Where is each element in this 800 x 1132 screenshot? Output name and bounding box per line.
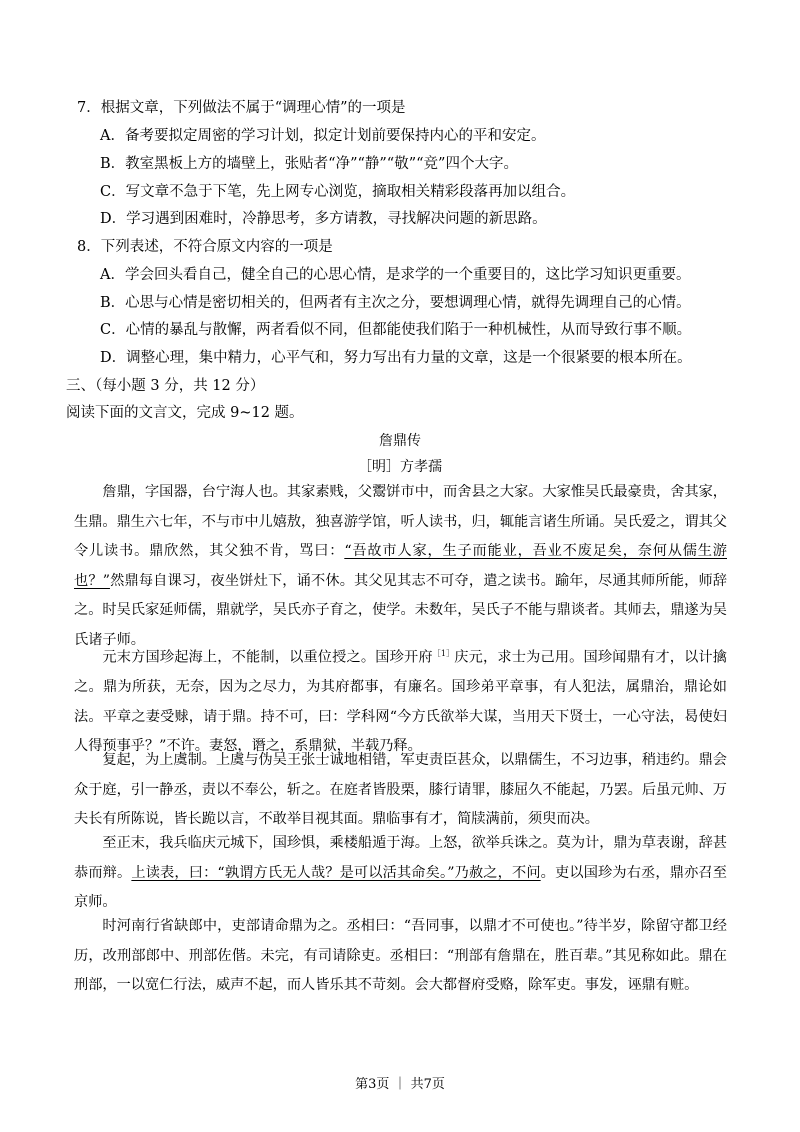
question-7-option-c: C．写文章不急于下笔，先上网专心浏览，摘取相关精彩段落再加以组合。 [100,184,576,200]
p4-text-a: 至正末，我兵临庆元城下，国珍惧，乘楼船遁于海。上怒，欲举兵诛之。莫为计，鼎为草表谢，辞甚恭而辩。 [74,835,727,881]
question-8-option-a: A．学会回头看自己，健全自己的心思心情，是求学的一个重要目的，这比学习知识更重要。 [100,267,691,283]
footnote-marker: ［1］ [432,649,455,658]
question-7-option-b: B．教室黑板上方的墙壁上，张贴者“净”“静”“敬”“竞”四个大字。 [100,156,518,172]
section-instruction: 阅读下面的文言文，完成 9~12 题。 [66,405,304,421]
essay-author: ［明］方孝孺 [358,459,442,475]
p2-text-b: 庆元，求士为己用。国珍闻鼎有才，以计擒之。鼎为所获，无奈，因为之尽力，为其府都事，有廉名。国珍弟平章事，有人犯法，属鼎治，鼎论如法。平章之妻受赇，请于鼎。持不可，曰：学科网“今方氏欲举大谋，当用天下贤士，一心守法，曷使妇人得预事乎？”不许。妻怒，谮之，系鼎狱，半载乃释。 [74,649,727,755]
p5-text: 时河南行省缺郎中，吏部请命鼎为之。丞相曰：“吾同事，以鼎才不可使也。”待半岁，除留守都卫经历，改刑部郎中、刑部佐偕。未完，有司请除吏。丞相曰：“刑部有詹鼎在，胜百辈。”其见称如此。鼎在刑部，一以宽仁行法，威声不起，而人皆乐其不苛刻。会大都督府受赂，除军吏。事发，诬鼎有赃。 [74,918,727,993]
question-8-option-b: B．心思与心情是密切相关的，但两者有主次之分，要想调理心情，就得先调理自己的心情。 [100,295,691,311]
p2-text-a: 元末方国珍起海上，不能制，以重位授之。国珍开府 [102,649,433,666]
question-7-option-a: A．备考要拟定周密的学习计划，拟定计划前要保持内心的平和安定。 [100,128,546,144]
section-heading: 三、（每小题 3 分，共 12 分） [66,378,265,394]
essay-paragraph-4 [74,829,727,918]
question-8-option-c: C．心情的暴乱与散懈，两者看似不同，但都能使我们陷于一种机械性，从而导致行事不顺。 [100,322,692,338]
essay-paragraph-3 [74,746,727,835]
essay-paragraph-1 [74,478,727,655]
question-7-option-d: D．学习遇到困难时，冷静思考，多方请教，寻找解决问题的新思路。 [100,211,547,227]
p1-underlined-quote: “吾故市人家，生子而能业，吾业不废足矣，奈何从儒生游也？” [74,543,727,589]
essay-paragraph-5 [74,912,727,1001]
p4-underlined-sentence: 上读表，曰：“孰谓方氏无人哉？是可以活其命矣。”乃赦之，不问 [131,864,541,881]
page-footer: 第3页 ｜ 共7页 [355,1077,445,1092]
question-7-stem: 7．根据文章，下列做法不属于“调理心情”的一项是 [77,100,406,116]
essay-title: 詹鼎传 [379,433,421,449]
p1-text-a: 詹鼎，字国器，台宁海人也。其家素贱，父鬻饼市中，而舍县之大家。大家惟吴氏最豪贵，舍其家，生鼎。鼎生六七年，不与市中儿嬉敖，独喜游学馆，听人读书，归，辄能言诸生所诵。吴氏爱之，谓其父令儿读书。鼎欣然，其父独不肯，骂曰： [74,484,727,559]
p3-text: 复起，为上虞制。上虞与伪吴王张士诚地相错，军吏责臣甚众，以鼎儒生，不习边事，稍违约。鼎会众于庭，引一静丞，责以不奉公，斩之。在庭者皆股栗，膝行请罪，膝屈久不能起，乃罢。后虽元帅、万夫长有所陈说，皆长跪以言，不敢举目视其面。鼎临事有才，简牍满前，须臾而决。 [74,752,727,827]
essay-paragraph-2 [74,639,727,762]
p1-text-b: 然鼎每自课习，夜坐饼灶下，诵不休。其父见其志不可夺，遣之读书。踰年，尽通其师所能，师辞之。时吴氏家延师儒，鼎就学，吴氏亦子育之，使学。未数年，吴氏子不能与鼎谈者。其师去，鼎遂为吴氏诸子师。 [74,572,727,648]
p4-text-b: 。吏以国珍为右丞，鼎亦召至京师。 [74,864,727,910]
question-8-option-d: D．调整心理，集中精力，心平气和，努力写出有力量的文章，这是一个很紧要的根本所在。 [100,350,692,366]
question-8-stem: 8．下列表述，不符合原文内容的一项是 [77,239,333,255]
